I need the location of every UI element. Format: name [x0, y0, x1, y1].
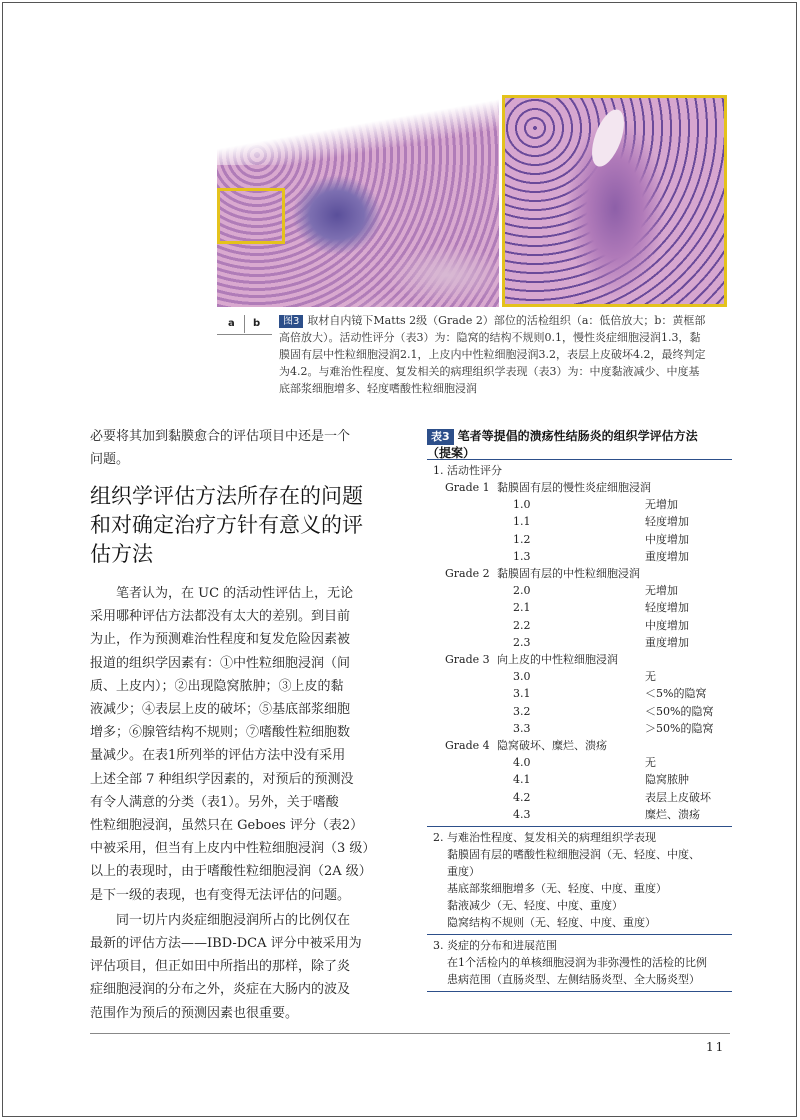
heading-line: 估方法 [90, 542, 153, 566]
score-row [433, 806, 732, 823]
score-row [433, 685, 732, 702]
table-divider [427, 934, 732, 935]
score-value: 2.2 [513, 618, 531, 632]
caption-line: 高倍放大）。活动性评分（表3）为：隐窝的结构不规则0.1，慢性炎症细胞浸润1.3，黏 [279, 331, 701, 344]
table-line: 在1个活检内的单核细胞浸润为非弥漫性的活检的比例 [447, 956, 707, 970]
caption-line: 底部浆细胞增多、轻度嗜酸性粒细胞浸润 [279, 382, 477, 395]
score-row [433, 513, 732, 530]
score-description: ＜5%的隐窝 [645, 687, 707, 701]
grade-header [433, 479, 732, 496]
score-description: 轻度增加 [645, 515, 689, 529]
crypt-lumen [586, 105, 631, 170]
grade-label: Grade 4 [445, 739, 490, 753]
score-value: 2.3 [513, 635, 531, 649]
table-line: 黏膜固有层的嗜酸性粒细胞浸润（无、轻度、中度、 [447, 848, 700, 862]
score-value: 1.3 [513, 549, 531, 563]
table-section-distribution [427, 937, 732, 988]
histology-image-high-power [502, 95, 727, 307]
text-line: 必要将其加到黏膜愈合的评估项目中还是一个 [90, 429, 351, 444]
section-title: 1. 活动性评分 [433, 464, 502, 477]
score-description: 无 [645, 756, 656, 770]
grade-header [433, 651, 732, 668]
caption-line: 为4.2。与难治性程度、复发相关的病理组织学表现（表3）为：中度黏液减少、中度基 [279, 365, 700, 378]
body-paragraph: 笔者认为，在 UC 的活动性评估上，无论 采用哪种评估方法都没有太大的差别。到目前 为止，作为预测难治性程度和复发危险因素被 报道的组织学因素有：①中性粒细胞浸润（间 质、上皮内）；②出现隐窝脓肿；③上皮的黏 液减少；④表层上皮的破坏；⑤基底部浆细胞 增多；⑥腺管结构不规则；⑦嗜酸性粒细胞数 量减少。在表1所列举的评估方法中没有采用 上述全部 7 种组织学因素的，对预后的预测没 有令人满意的分类（表1）。另外，关于嗜酸 性粒细胞浸润，虽然只在 Geboes 评分（表2） 中被采用，但当有上皮内中性粒细胞浸润（3 级） 以上的表现时，由于嗜酸性粒细胞浸润（2A 级） 是下一级的表现，也有变得无法评估的问题。 [90, 586, 376, 903]
score-value: 3.3 [513, 721, 531, 735]
table-line: 隐窝结构不规则（无、轻度、中度、重度） [447, 916, 656, 930]
score-row [433, 617, 732, 634]
table-section-activity [427, 462, 732, 823]
body-paragraph: 同一切片内炎症细胞浸润所占的比例仅在 最新的评估方法——IBD-DCA 评分中被采用为 评估项目，但正如田中所指出的那样，除了炎 症细胞浸润的分布之外，炎症在大肠内的波及 范围作为预后的预测因素也很重要。 [90, 912, 362, 1021]
grade-label: Grade 1 [445, 481, 490, 494]
score-description: 无 [645, 670, 656, 684]
caption-line: 膜固有层中性粒细胞浸润2.1，上皮内中性粒细胞浸润3.2，表层上皮破坏4.2，最终判定 [279, 348, 706, 361]
footer-rule [90, 1033, 730, 1034]
score-description: 无增加 [645, 498, 678, 512]
grade-description: 隐窝破坏、糜烂、溃疡 [497, 739, 607, 753]
score-description: 中度增加 [645, 532, 689, 546]
panel-label-separator [244, 315, 245, 333]
grade-description: 向上皮的中性粒细胞浸润 [497, 653, 618, 667]
table-title: 表3 笔者等提倡的溃疡性结肠炎的组织学评估方法 （提案） [427, 429, 698, 460]
score-description: 中度增加 [645, 618, 689, 632]
grade-header [433, 737, 732, 754]
score-row [433, 754, 732, 771]
score-value: 3.2 [513, 704, 531, 718]
score-description: 无增加 [645, 584, 678, 598]
heading-line: 和对确定治疗方针有意义的评 [90, 513, 363, 537]
score-row [433, 720, 732, 737]
table-line: 黏液减少（无、轻度、中度、重度） [447, 899, 623, 913]
score-value: 1.0 [513, 498, 531, 512]
figure-tag: 图3 [279, 315, 303, 328]
score-description: 轻度增加 [645, 601, 689, 615]
score-value: 4.2 [513, 790, 531, 804]
score-row [433, 548, 732, 565]
score-description: ＞50%的隐窝 [645, 721, 714, 735]
score-value: 4.3 [513, 807, 531, 821]
table-line: 患病范围（直肠炎型、左侧结肠炎型、全大肠炎型） [447, 973, 700, 987]
grades-list [433, 479, 732, 823]
score-row [433, 531, 732, 548]
table-tag: 表3 [427, 429, 454, 445]
score-row [433, 582, 732, 599]
score-description: 重度增加 [645, 549, 689, 563]
page-number: 11 [706, 1040, 726, 1054]
score-value: 4.1 [513, 773, 531, 787]
table-section-prognosis [427, 829, 732, 931]
score-value: 3.1 [513, 687, 531, 701]
body-text [90, 582, 400, 1025]
score-description: 隐窝脓肿 [645, 773, 689, 787]
panel-label-divider [217, 334, 272, 335]
section-heading [90, 482, 400, 569]
histology-image-low-power [217, 95, 499, 307]
section-title: 2. 与难治性程度、复发相关的病理组织学表现 [433, 831, 656, 845]
heading-line: 组织学评估方法所存在的问题 [90, 484, 363, 508]
grade-header [433, 565, 732, 582]
score-description: 重度增加 [645, 635, 689, 649]
score-row [433, 599, 732, 616]
score-row [433, 668, 732, 685]
image-background [217, 95, 499, 165]
yellow-highlight-box [217, 188, 285, 244]
score-description: 表层上皮破坏 [645, 790, 711, 804]
score-description: ＜50%的隐窝 [645, 704, 714, 718]
lead-paragraph [90, 425, 400, 471]
figure-caption [279, 312, 731, 397]
score-value: 1.1 [513, 515, 531, 529]
table-line: 重度） [447, 865, 480, 879]
table-line: 基底部浆细胞增多（无、轻度、中度、重度） [447, 882, 667, 896]
score-value: 2.0 [513, 584, 531, 598]
text-line: 问题。 [90, 452, 130, 467]
grade-label: Grade 2 [445, 567, 490, 581]
score-value: 1.2 [513, 532, 531, 546]
table-top-rule [427, 459, 732, 460]
score-value: 3.0 [513, 670, 531, 684]
score-row [433, 771, 732, 788]
grade-label: Grade 3 [445, 653, 490, 667]
table-bottom-rule [427, 991, 732, 992]
assessment-table [427, 462, 732, 994]
section-title: 3. 炎症的分布和进展范围 [433, 939, 557, 953]
score-description: 糜烂、溃疡 [645, 807, 700, 821]
panel-label-b: b [253, 318, 261, 329]
caption-line: 图3 取材自内镜下Matts 2级（Grade 2）部位的活检组织（a：低倍放大；b：黄框部 [279, 312, 731, 329]
score-row [433, 789, 732, 806]
score-value: 4.0 [513, 756, 531, 770]
panel-label-a: a [228, 318, 235, 329]
score-row [433, 634, 732, 651]
score-row [433, 496, 732, 513]
grade-description: 黏膜固有层的中性粒细胞浸润 [497, 567, 640, 581]
score-row [433, 703, 732, 720]
score-value: 2.1 [513, 601, 531, 615]
grade-description: 黏膜固有层的慢性炎症细胞浸润 [497, 481, 651, 494]
table-divider [427, 826, 732, 827]
